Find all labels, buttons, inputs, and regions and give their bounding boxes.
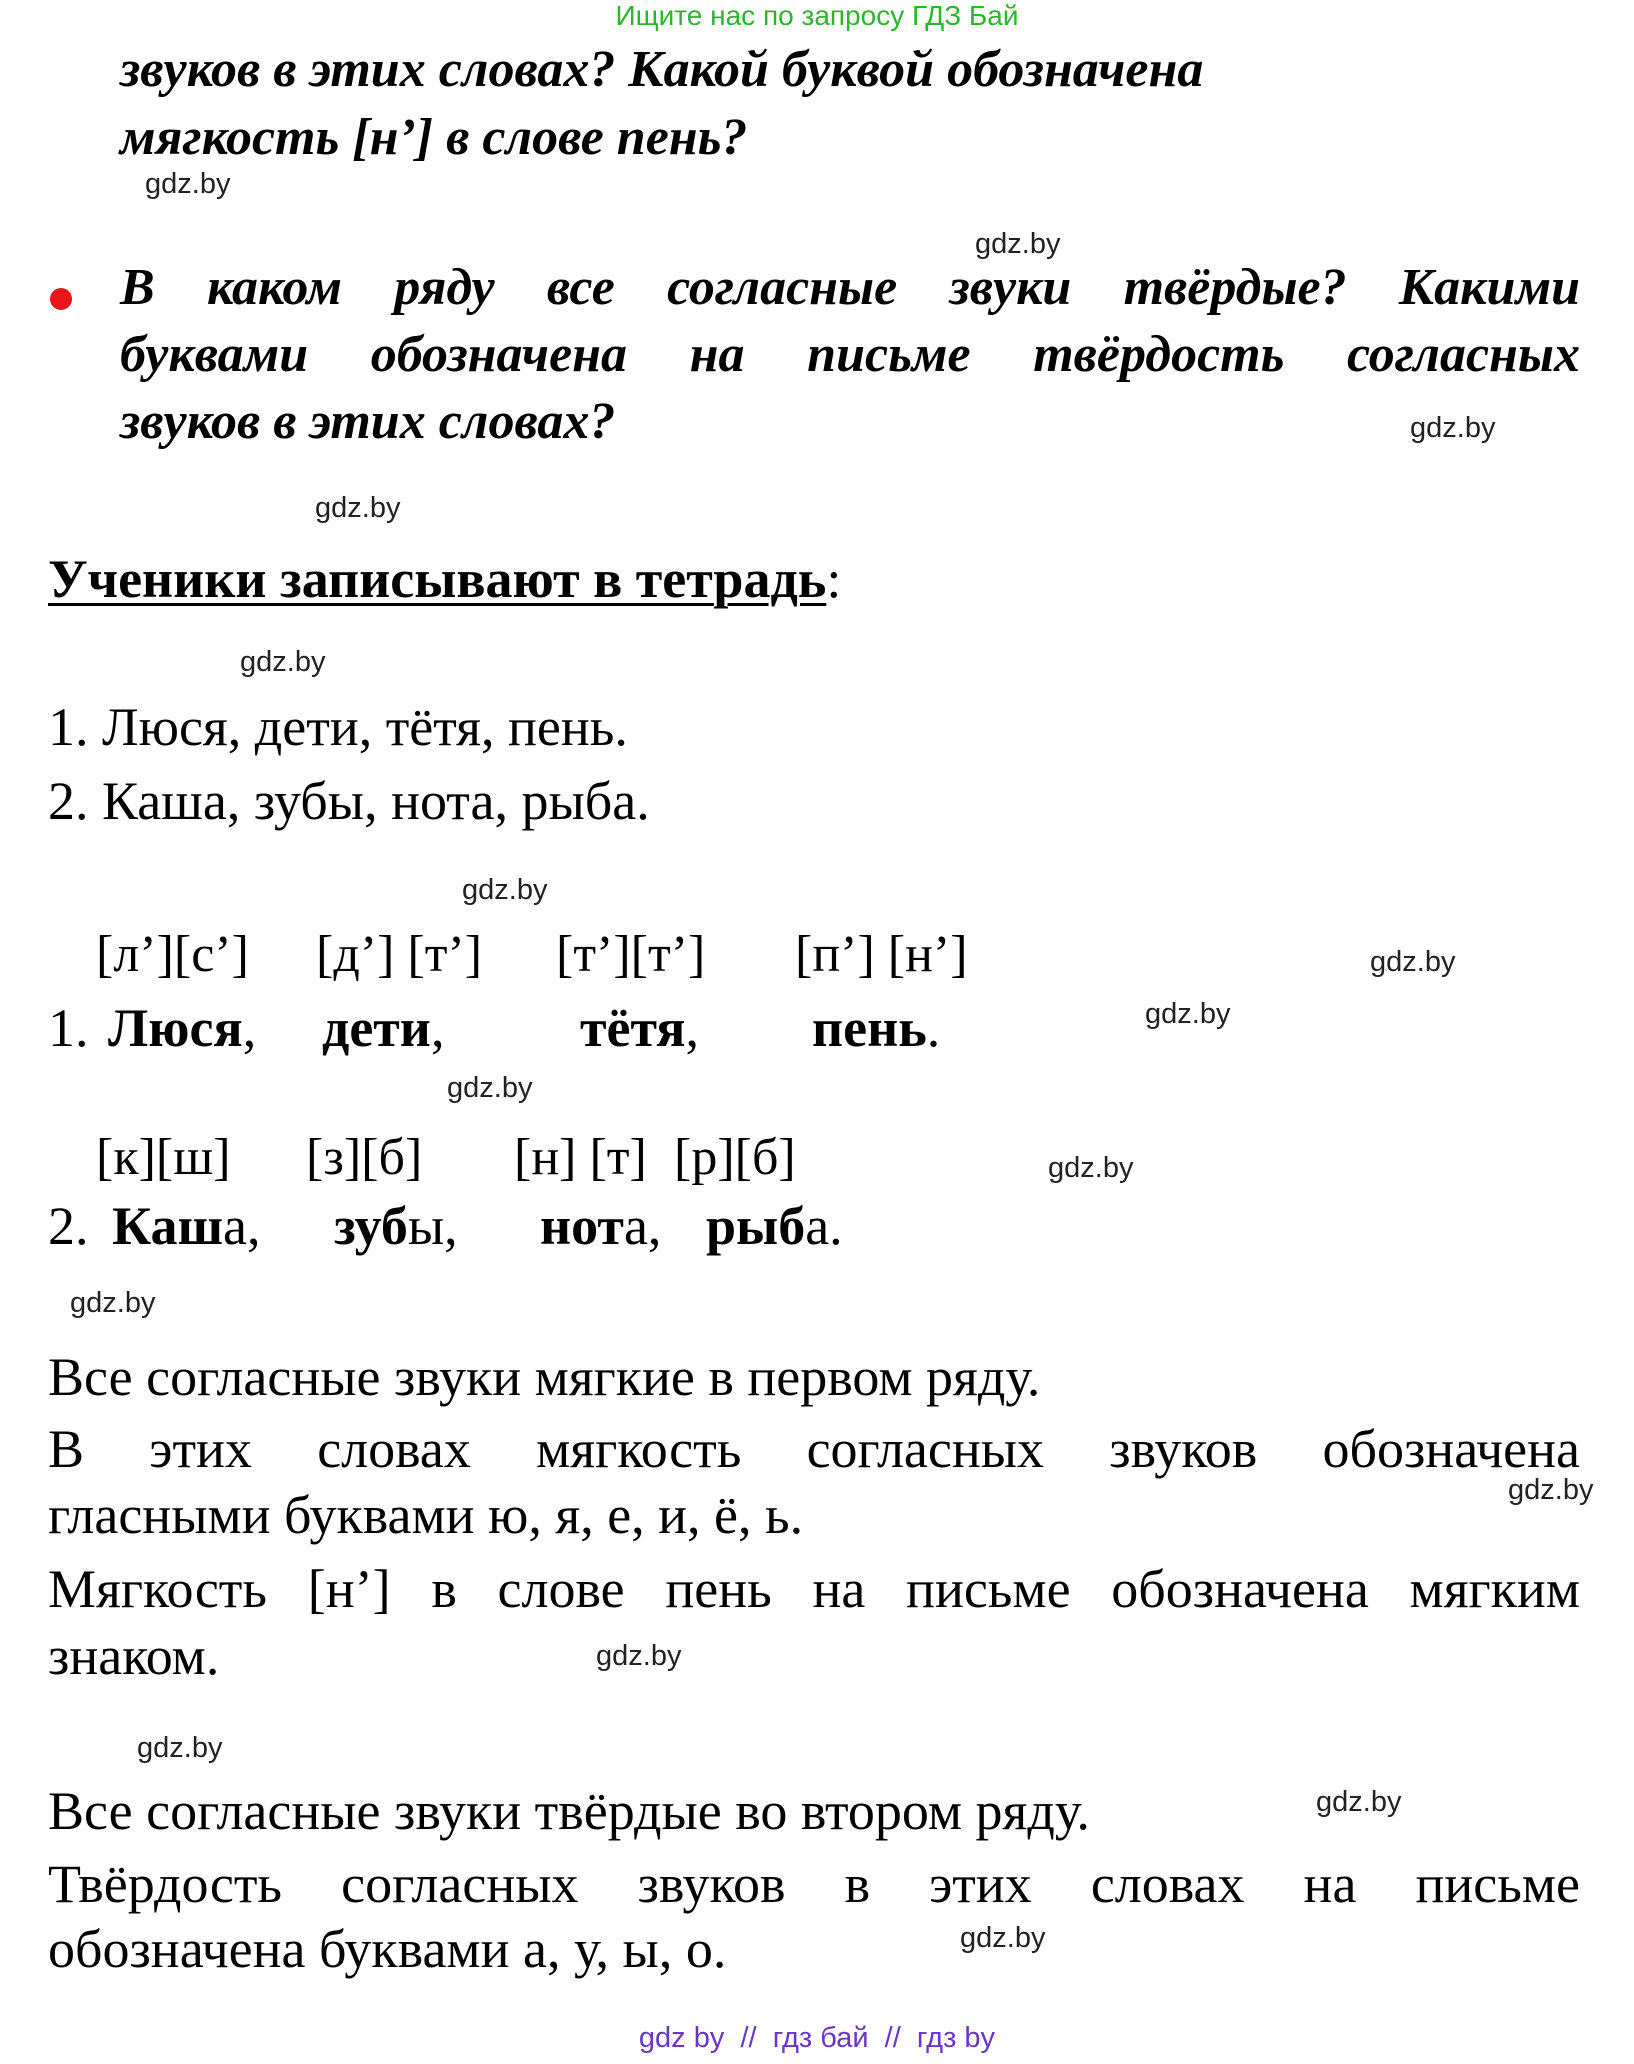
watermark: gdz.by [240,646,326,678]
word [108,997,256,1059]
transcription: [к][ш] [96,1129,231,1186]
word-bold: рыб [706,1196,806,1256]
word [706,1195,843,1257]
word-bold: Каш [112,1196,224,1256]
row-number: 2. [48,1196,89,1256]
word-rest: а, [223,1196,261,1256]
question-continuation-line1: звуков в этих словах? Какой буквой обозначена [120,41,1204,98]
word [540,1195,661,1257]
word-rest: а, [623,1196,662,1256]
word-rest: . [926,998,941,1058]
watermark: gdz.by [975,228,1061,260]
word-rest: а. [805,1196,843,1256]
transcription: [р][б] [674,1129,796,1186]
question2-line3: звуков в этих словах? [120,393,616,450]
question-continuation-line2: мягкость [н’] в слове пень? [120,109,748,166]
watermark: gdz.by [315,492,401,524]
watermark: gdz.by [145,168,231,200]
transcription: [д’] [т’] [316,926,483,983]
answer-line: Твёрдость согласных звуков в этих словах на письме [48,1854,1580,1914]
plain-row-1: 1. Люся, дети, тётя, пень. [48,697,628,757]
watermark: gdz.by [596,1640,682,1672]
word-bold: зуб [334,1196,408,1256]
watermark: gdz.by [1048,1152,1134,1184]
watermark: gdz.by [137,1732,223,1764]
section-heading-suffix: : [826,549,842,609]
section-heading-text: Ученики записывают в тетрадь [48,549,827,609]
section-heading [48,548,841,610]
transcription: [л’][с’] [96,926,249,983]
word-rest: ы, [407,1196,458,1256]
transcription: [з][б] [306,1129,423,1186]
plain-row-2: 2. Каша, зубы, нота, рыба. [48,771,650,831]
word [580,997,699,1059]
watermark: gdz.by [1316,1786,1402,1818]
word-rest: , [430,998,445,1058]
question2-line1: В каком ряду все согласные звуки твёрдые? Какими [120,259,1580,316]
word-bold: пень [812,998,927,1058]
word-rest: , [242,998,257,1058]
answer-line: Мягкость [н’] в слове пень на письме обозначена мягким [48,1559,1580,1619]
transcription: [п’] [н’] [795,926,968,983]
watermark: gdz.by [447,1072,533,1104]
word-rest: , [685,998,700,1058]
question2-line2: буквами обозначена на письме твёрдость согласных [120,326,1580,383]
word [112,1195,261,1257]
word-bold: дети [322,998,431,1058]
word [812,997,940,1059]
watermark: gdz.by [1410,412,1496,444]
transcription: [т’][т’] [556,926,706,983]
watermark: gdz.by [1145,998,1231,1030]
answer-line: Все согласные звуки мягкие в первом ряду. [48,1347,1041,1407]
answer-line: В этих словах мягкость согласных звуков обозначена [48,1419,1580,1479]
watermark: gdz.by [462,874,548,906]
footer[interactable]: gdz by // гдз бай // гдз by [638,2022,996,2054]
top-banner[interactable]: Ищите нас по запросу ГДЗ Бай [615,0,1019,31]
answer-line: Все согласные звуки твёрдые во втором ряду. [48,1781,1090,1841]
row-number: 1. [48,998,89,1058]
answer-line: знаком. [48,1626,220,1686]
watermark: gdz.by [960,1922,1046,1954]
word-bold: тётя [580,998,686,1058]
word [334,1195,458,1257]
word-bold: нот [540,1196,624,1256]
transcription: [н] [т] [514,1129,647,1186]
watermark: gdz.by [70,1287,156,1319]
answer-line: обозначена буквами а, у, ы, о. [48,1919,727,1979]
word-bold: Люся [108,998,243,1058]
bullet-icon [50,288,72,310]
answer-line: гласными буквами ю, я, е, и, ё, ь. [48,1485,804,1545]
watermark: gdz.by [1508,1474,1594,1506]
watermark: gdz.by [1370,946,1456,978]
word [322,997,444,1059]
